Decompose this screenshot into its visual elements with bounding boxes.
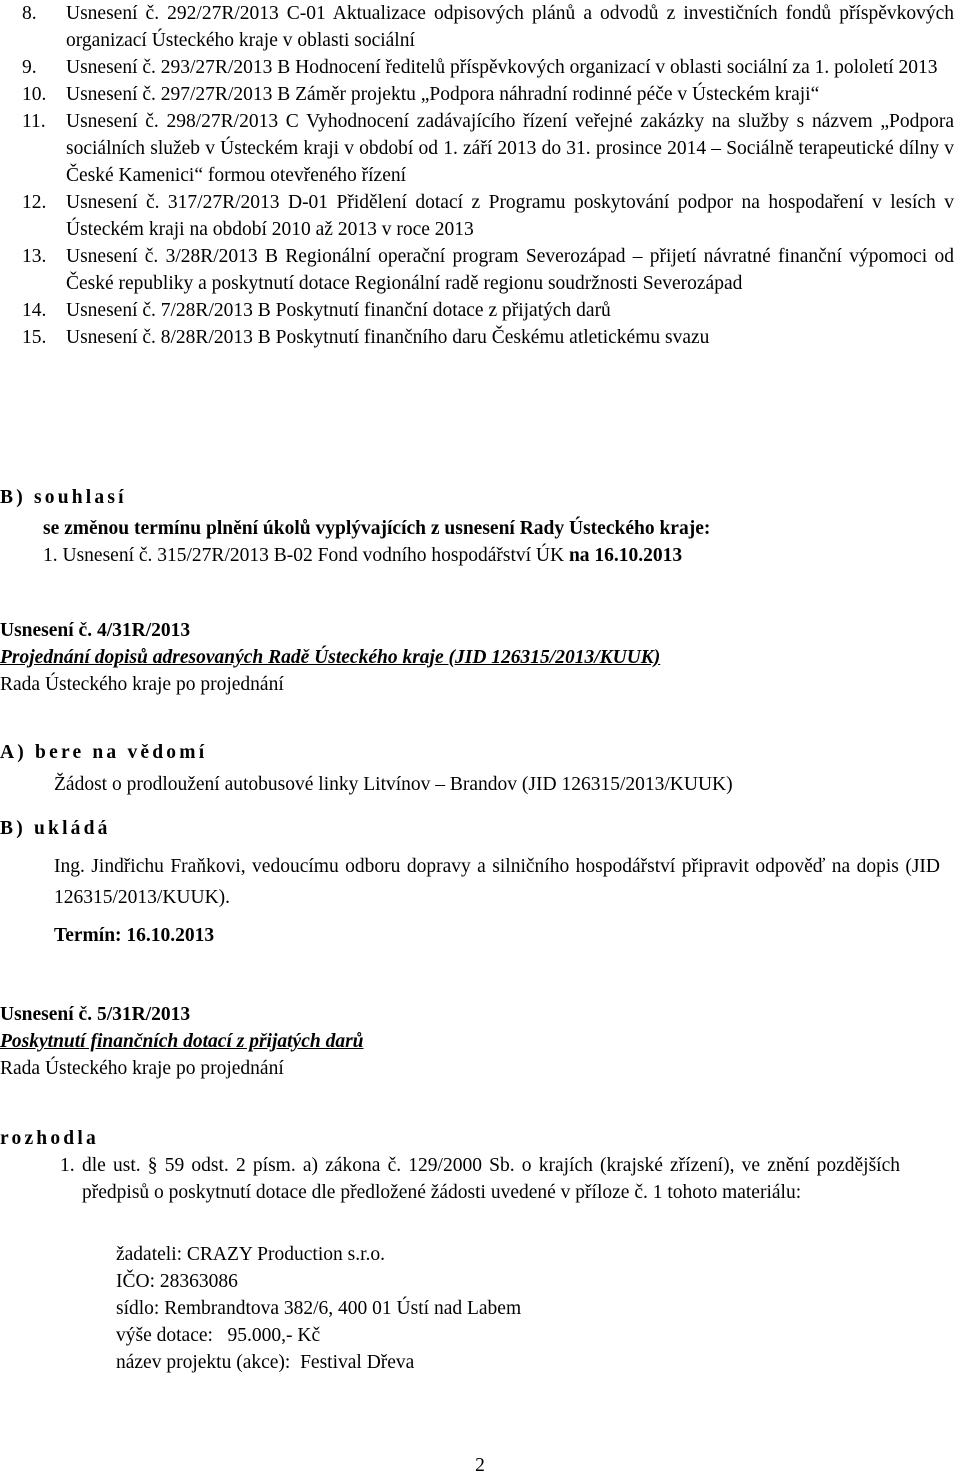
list-item: 13. Usnesení č. 3/28R/2013 B Regionální operační program Severozápad – přijetí návratné finanční výpomoci od České republiky a poskytnutí dotace Regionální radě regionu soudržnosti Severozápad: [22, 246, 954, 294]
resolution-b-heading: B) ukládá: [0, 818, 111, 839]
applicant-ico: IČO: 28363086: [116, 1271, 238, 1292]
list-item: 8. Usnesení č. 292/27R/2013 C-01 Aktualizace odpisových plánů a odvodů z investičních fondů příspěvkových organizací Ústeckého kraje v oblasti sociální: [22, 3, 954, 51]
section-b-heading: B) souhlasí: [0, 487, 127, 508]
resolution-4: [0, 617, 960, 949]
project-name: název projektu (akce): Festival Dřeva: [116, 1352, 415, 1373]
resolution-a-text: Žádost o prodloužení autobusové linky Litvínov – Brandov (JID 126315/2013/KUUK): [54, 774, 733, 795]
resolution-subject: Poskytnutí finančních dotací z přijatých darů: [0, 1031, 364, 1052]
resolution-b-text: Ing. Jindřichu Fraňkovi, vedoucímu odboru dopravy a silničního hospodářství připravit odpověď na dopis (JID 126315/2013/KUUK).: [54, 856, 940, 908]
resolution-intro: Rada Ústeckého kraje po projednání: [0, 674, 284, 695]
applicant-seat: sídlo: Rembrandtova 382/6, 400 01 Ústí nad Labem: [116, 1298, 522, 1319]
applicant-name: žadateli: CRAZY Production s.r.o.: [116, 1244, 385, 1265]
resolution-5: [0, 1001, 960, 1376]
resolution-title: Usnesení č. 4/31R/2013: [0, 620, 191, 641]
list-item: 12. Usnesení č. 317/27R/2013 D-01 Přidělení dotací z Programu poskytování podpor na hospodaření v lesích v Ústeckém kraji na období 2010 až 2013 v roce 2013: [22, 192, 954, 240]
list-item-text: Usnesení č. 8/28R/2013 B Poskytnutí finančního daru Českému atletickému svazu: [66, 327, 710, 348]
resolution-decision: rozhodla: [0, 1128, 99, 1149]
list-item-text: Usnesení č. 317/27R/2013 D-01 Přidělení dotací z Programu poskytování podpor na hospodaření v lesích v Ústeckém kraji na období 2010 až 2013 v roce 2013: [66, 192, 954, 240]
list-item-text: Usnesení č. 293/27R/2013 B Hodnocení ředitelů příspěvkových organizací v oblasti sociální za 1. pololetí 2013: [66, 57, 938, 78]
section-b-subheading: se změnou termínu plnění úkolů vyplývajících z usnesení Rady Ústeckého kraje:: [43, 518, 711, 539]
list-item: 15. Usnesení č. 8/28R/2013 B Poskytnutí finančního daru Českému atletickému svazu: [22, 327, 710, 348]
list-item: 10. Usnesení č. 297/27R/2013 B Záměr projektu „Podpora náhradní rodinné péče v Ústeckém kraji“: [22, 84, 820, 105]
list-item: 14. Usnesení č. 7/28R/2013 B Poskytnutí finanční dotace z přijatých darů: [22, 300, 611, 321]
grant-amount: výše dotace: 95.000,- Kč: [116, 1325, 321, 1346]
page-number: 2: [475, 1455, 485, 1476]
resolution-a-heading: A) bere na vědomí: [0, 742, 208, 763]
list-item-text: Usnesení č. 297/27R/2013 B Záměr projektu „Podpora náhradní rodinné péče v Ústeckém kraji“: [66, 84, 820, 105]
list-item-text: Usnesení č. 292/27R/2013 C-01 Aktualizace odpisových plánů a odvodů z investičních fondů příspěvkových organizací Ústeckého kraje v oblasti sociální: [66, 3, 954, 51]
section-b-item: 1. Usnesení č. 315/27R/2013 B-02 Fond vodního hospodářství ÚK na 16.10.2013: [43, 545, 683, 566]
section-b: [0, 484, 960, 569]
list-item: 11. Usnesení č. 298/27R/2013 C Vyhodnocení zadávajícího řízení veřejné zakázky na služby s názvem „Podpora sociálních služeb v Ústeckém kraji v období od 1. září 2013 do 31. prosince 2014 – Sociálně terapeutické dílny v České Kamenici“ formou otevřeného řízení: [22, 111, 954, 186]
resolution-title: Usnesení č. 5/31R/2013: [0, 1004, 191, 1025]
resolution-point: 1. dle ust. § 59 odst. 2 písm. a) zákona č. 129/2000 Sb. o krajích (krajské zřízení), ve znění pozdějších předpisů o poskytnutí dotace dle předložené žádosti uvedené v příloze č. 1 tohoto materiálu:: [60, 1155, 900, 1203]
list-item-text: Usnesení č. 3/28R/2013 B Regionální operační program Severozápad – přijetí návratné finanční výpomoci od České republiky a poskytnutí dotace Regionální radě regionu soudržnosti Severozápad: [66, 246, 954, 294]
resolution-intro: Rada Ústeckého kraje po projednání: [0, 1058, 284, 1079]
resolution-list: [0, 0, 960, 351]
list-item-text: Usnesení č. 7/28R/2013 B Poskytnutí finanční dotace z přijatých darů: [66, 300, 611, 321]
list-item-text: Usnesení č. 298/27R/2013 C Vyhodnocení zadávajícího řízení veřejné zakázky na služby s názvem „Podpora sociálních služeb v Ústeckém kraji v období od 1. září 2013 do 31. prosince 2014 – Sociálně terapeutické dílny v České Kamenici“ formou otevřeného řízení: [66, 111, 954, 186]
list-item: 9. Usnesení č. 293/27R/2013 B Hodnocení ředitelů příspěvkových organizací v oblasti sociální za 1. pololetí 2013: [22, 57, 938, 78]
resolution-subject: Projednání dopisů adresovaných Radě Ústeckého kraje (JID 126315/2013/KUUK): [0, 647, 661, 668]
resolution-deadline: Termín: 16.10.2013: [54, 925, 215, 946]
applicant-details: [0, 1241, 960, 1376]
